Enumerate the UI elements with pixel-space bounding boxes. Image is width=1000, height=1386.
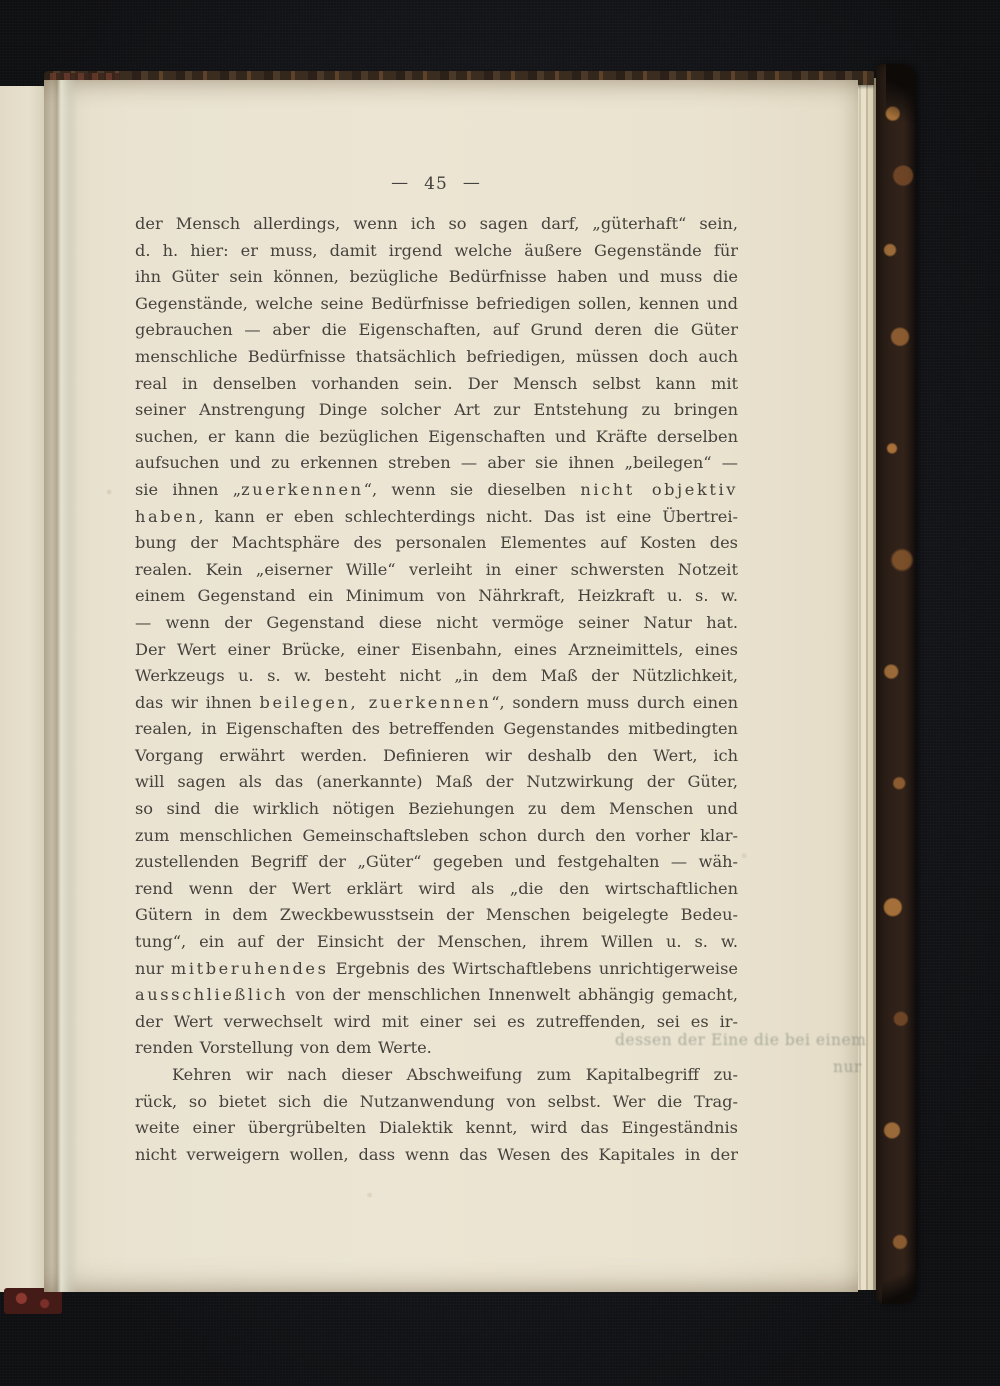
text-line	[135, 477, 738, 504]
text-segment: renden Vorstellung von dem Werte.	[135, 1038, 432, 1058]
text-line	[135, 743, 738, 770]
text-segment: das wir ihnen	[135, 692, 260, 712]
text-segment: nur	[135, 958, 171, 978]
letterspaced-text: zuerkennen	[241, 479, 364, 499]
text-line	[135, 849, 738, 876]
text-line	[135, 238, 738, 265]
text-segment: der Wert verwechselt wird mit einer sei es zutreffenden, sei es ir-	[135, 1011, 738, 1031]
text-segment: rend wenn der Wert erklärt wird als „die den wirtschaftlichen	[135, 878, 738, 898]
text-segment: einem Gegenstand ein Minimum von Nährkraft, Heizkraft u. s. w.	[135, 586, 738, 606]
letterspaced-text: nicht objektiv	[580, 479, 738, 499]
text-line	[135, 371, 738, 398]
text-line	[135, 769, 738, 796]
text-segment: von der menschlichen Innenwelt abhängig gemacht,	[288, 985, 738, 1005]
page-number: 45	[424, 174, 448, 194]
text-line	[135, 344, 738, 371]
text-line	[135, 1115, 738, 1142]
text-segment: nicht verweigern wollen, dass wenn das Wesen des Kapitales in der	[135, 1144, 738, 1164]
text-segment: weite einer übergrübelten Dialektik kennt, wird das Eingeständnis	[135, 1118, 738, 1138]
text-line	[135, 1062, 738, 1089]
showthrough-text: dessen der Eine die bei einem	[615, 1031, 867, 1049]
text-line	[135, 610, 738, 637]
marbled-cover-edge	[876, 64, 916, 1304]
text-line	[135, 291, 738, 318]
text-line	[135, 823, 738, 850]
text-segment: ihn Güter sein können, bezügliche Bedürfnisse haben und muss die	[135, 267, 738, 287]
text-segment: Gütern in dem Zweckbewusstsein der Menschen beigelegte Bedeu-	[135, 905, 738, 925]
book-page	[44, 80, 867, 1292]
body-text	[135, 211, 738, 1168]
text-segment: Der Wert einer Brücke, einer Eisenbahn, eines Arzneimittels, eines	[135, 639, 738, 659]
text-line	[135, 450, 738, 477]
text-line	[135, 637, 738, 664]
text-line	[135, 530, 738, 557]
text-segment: — wenn der Gegenstand diese nicht vermöge seiner Natur hat.	[135, 612, 738, 632]
text-line	[135, 583, 738, 610]
text-segment: Gegenstände, welche seine Bedürfnisse befriedigen sollen, kennen und	[135, 293, 738, 313]
text-segment: will sagen als das (anerkannte) Maß der Nutzwirkung der Güter,	[135, 772, 738, 792]
text-line	[135, 876, 738, 903]
text-segment: zum menschlichen Gemeinschaftsleben schon durch den vorher klar-	[135, 825, 738, 845]
text-segment: tung“, ein auf der Einsicht der Menschen, ihrem Willen u. s. w.	[135, 932, 738, 952]
text-segment: Kehren wir nach dieser Abschweifung zum Kapitalbegriff zu-	[172, 1065, 738, 1084]
letterspaced-text: mitberuhendes	[170, 958, 329, 978]
text-segment: gebrauchen — aber die Eigenschaften, auf Grund deren die Güter	[135, 320, 738, 340]
text-line	[135, 557, 738, 584]
text-segment: aufsuchen und zu erkennen streben — aber sie ihnen „beilegen“ —	[135, 453, 738, 473]
text-line	[135, 1142, 738, 1169]
text-line	[135, 663, 738, 690]
text-line	[135, 716, 738, 743]
text-segment: d. h. hier: er muss, damit irgend welche äußere Gegenstände für	[135, 240, 738, 260]
text-line	[135, 796, 738, 823]
text-segment: “, sondern muss durch einen	[491, 692, 738, 712]
text-segment: Werkzeugs u. s. w. besteht nicht „in dem Maß der Nützlichkeit,	[135, 666, 738, 686]
text-line	[135, 1089, 738, 1116]
text-line	[135, 424, 738, 451]
text-line	[135, 317, 738, 344]
text-line	[135, 397, 738, 424]
text-segment: realen. Kein „eiserner Wille“ verleiht in einer schwersten Notzeit	[135, 559, 738, 579]
text-line	[135, 929, 738, 956]
text-line	[135, 504, 738, 531]
text-segment: Vorgang erwährt werden. Definieren wir deshalb den Wert, ich	[135, 745, 738, 765]
text-segment: zustellenden Begriff der „Güter“ gegeben und festgehalten — wäh-	[135, 852, 738, 872]
text-segment: sie ihnen „	[135, 479, 242, 499]
text-line	[135, 982, 738, 1009]
text-line	[135, 211, 738, 238]
letterspaced-text: haben	[135, 506, 199, 526]
text-line	[135, 264, 738, 291]
header-dash-right: —	[462, 173, 481, 193]
text-segment: der Mensch allerdings, wenn ich so sagen darf, „güterhaft“ sein,	[135, 214, 738, 233]
showthrough-text: nur	[833, 1058, 862, 1076]
gutter-crease	[52, 80, 78, 1292]
text-line	[135, 902, 738, 929]
text-segment: suchen, er kann die bezüglichen Eigenschaften und Kräfte derselben	[135, 426, 738, 446]
letterspaced-text: beilegen, zuerkennen	[259, 692, 492, 712]
text-segment: menschliche Bedürfnisse thatsächlich befriedigen, müssen doch auch	[135, 346, 738, 366]
text-line	[135, 690, 738, 717]
text-segment: so sind die wirklich nötigen Beziehungen zu dem Menschen und	[135, 799, 738, 819]
text-line	[135, 956, 738, 983]
letterspaced-text: ausschließlich	[135, 985, 289, 1005]
text-segment: real in denselben vorhanden sein. Der Mensch selbst kann mit	[135, 373, 738, 393]
text-segment: Ergebnis des Wirtschaftlebens unrichtigerweise	[328, 958, 738, 978]
text-segment: realen, in Eigenschaften des betreffenden Gegenstandes mitbedingten	[135, 719, 738, 739]
page-header	[135, 174, 737, 198]
text-segment: “, wenn sie dieselben	[363, 479, 581, 499]
text-segment: , kann er eben schlechterdings nicht. Das ist eine Übertrei-	[198, 506, 738, 526]
header-dash-left: —	[391, 173, 410, 193]
text-segment: seiner Anstrengung Dinge solcher Art zur Entstehung zu bringen	[135, 400, 738, 420]
text-segment: bung der Machtsphäre des personalen Elementes auf Kosten des	[135, 533, 738, 553]
text-segment: rück, so bietet sich die Nutzanwendung von selbst. Wer die Trag-	[135, 1091, 738, 1111]
